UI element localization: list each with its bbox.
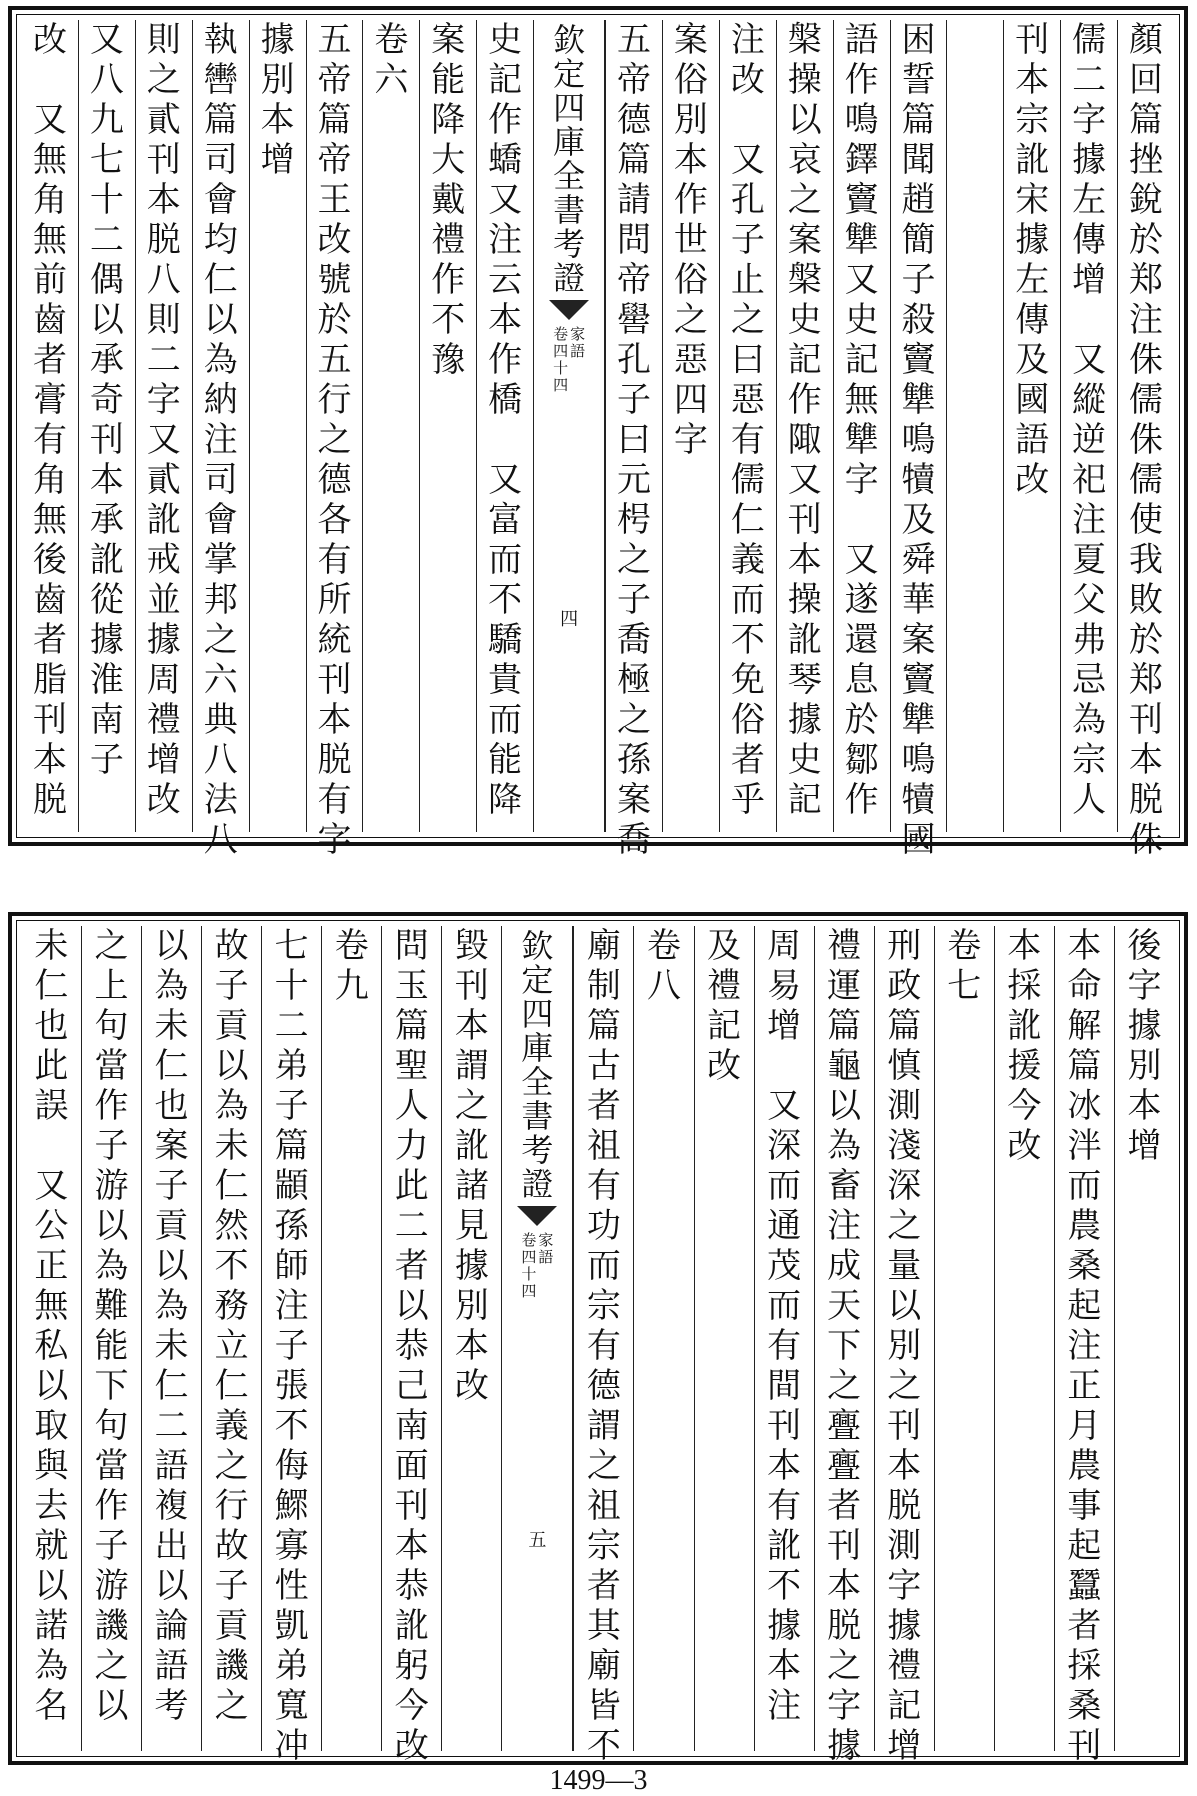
text-column: 刊 本 宗 訛 宋 據 左 傳 及 國 語 改 xyxy=(1003,20,1060,832)
text-column: 本 命 解 篇 冰 泮 而 農 桑 起 注 正 月 農 事 起 蠶 者 採 桑 刊 xyxy=(1054,926,1114,1751)
text-column: 問 玉 篇 聖 人 力 此 二 者 以 恭 己 南 面 刊 本 恭 訛 躬 今 改 xyxy=(381,926,441,1751)
text-column: 語 作 鳴 鐸 竇 犨 又 史 記 無 犨 字 又 遂 還 息 於 鄒 作 xyxy=(833,20,890,832)
text-column xyxy=(946,20,1003,832)
text-column: 卷 六 xyxy=(362,20,419,832)
text-column: 五 帝 德 篇 請 問 帝 嚳 孔 子 曰 元 枵 之 子 喬 極 之 孫 案 喬 xyxy=(605,20,662,832)
text-column: 刑 政 篇 慎 測 淺 深 之 量 以 別 之 刊 本 脱 測 字 據 禮 記 增 xyxy=(874,926,934,1751)
bottom-page xyxy=(8,912,1188,1765)
text-column: 則 之 貳 刊 本 脱 八 則 二 字 又 貳 訛 戒 並 據 周 禮 增 改 xyxy=(135,20,192,832)
page-footer-label: 1499—3 xyxy=(549,1765,648,1796)
section-name: 家 語 xyxy=(538,1231,554,1266)
bottom-page-columns xyxy=(22,926,1174,1766)
text-column: 之 上 句 當 作 子 游 以 為 難 能 下 句 當 作 子 游 譏 之 以 xyxy=(81,926,141,1751)
fishtail-mark xyxy=(549,300,589,320)
text-column: 卷 七 xyxy=(934,926,994,1751)
text-column: 卷 九 xyxy=(321,926,381,1751)
text-column: 本 採 訛 援 今 改 xyxy=(994,926,1054,1751)
text-column: 七 十 二 弟 子 篇 顓 孫 師 注 子 張 不 侮 鰥 寡 性 凱 弟 寬 冲 xyxy=(261,926,321,1751)
page-number: 五 xyxy=(528,1530,547,1551)
text-column: 後 字 據 別 本 增 xyxy=(1114,926,1174,1751)
text-column: 困 誓 篇 聞 趙 簡 子 殺 竇 犨 鳴 犢 及 舜 華 案 竇 犨 鳴 犢 國 xyxy=(890,20,947,832)
center-fold-strip xyxy=(501,926,573,1751)
text-column: 卷 八 xyxy=(633,926,693,1751)
text-column: 禮 運 篇 龜 以 為 畜 注 成 天 下 之 亹 亹 者 刊 本 脱 之 字 據 xyxy=(814,926,874,1751)
volume-label: 卷 四 十 四 xyxy=(553,325,569,394)
text-column: 槃 操 以 哀 之 案 槃 史 記 作 陬 又 刊 本 操 訛 琴 據 史 記 xyxy=(776,20,833,832)
text-column: 及 禮 記 改 xyxy=(694,926,754,1751)
text-column: 顏 回 篇 挫 銳 於 郑 注 侏 儒 侏 儒 使 我 敗 於 郑 刊 本 脱 侏 xyxy=(1117,20,1174,832)
section-label xyxy=(521,1232,553,1300)
text-column: 未 仁 也 此 誤 又 公 正 無 私 以 取 與 去 就 以 諾 為 名 xyxy=(34,926,69,1726)
top-page xyxy=(8,6,1188,860)
text-column: 案 俗 別 本 作 世 俗 之 惡 四 字 xyxy=(662,20,719,832)
book-title: 欽 定 四 庫 全 書 考 證 xyxy=(521,927,554,1203)
text-column: 史 記 作 蟜 又 注 云 本 作 橋 又 富 而 不 驕 貴 而 能 降 xyxy=(476,20,533,832)
text-column: 據 別 本 增 xyxy=(249,20,306,832)
text-column: 五 帝 篇 帝 王 改 號 於 五 行 之 德 各 有 所 統 刊 本 脱 有 字 xyxy=(306,20,363,832)
text-column: 又 八 九 七 十 二 偶 以 承 奇 刊 本 承 訛 從 據 淮 南 子 xyxy=(78,20,135,832)
center-fold-strip xyxy=(533,20,605,832)
text-column: 廟 制 篇 古 者 祖 有 功 而 宗 有 德 謂 之 祖 宗 者 其 廟 皆 不 xyxy=(573,926,633,1751)
book-title: 欽 定 四 庫 全 書 考 證 xyxy=(553,21,586,297)
text-column: 改 又 無 角 無 前 齒 者 膏 有 角 無 後 齒 者 脂 刊 本 脱 xyxy=(33,20,68,820)
text-column: 毀 刊 本 謂 之 訛 諸 見 據 別 本 改 xyxy=(441,926,501,1751)
text-column: 執 轡 篇 司 會 均 仁 以 為 納 注 司 會 掌 邦 之 六 典 八 法 八 xyxy=(192,20,249,832)
volume-label: 卷 四 十 四 xyxy=(521,1231,537,1300)
text-column: 儒 二 字 據 左 傳 增 又 縱 逆 祀 注 夏 父 弗 忌 為 宗 人 xyxy=(1060,20,1117,832)
text-column: 以 為 未 仁 也 案 子 貢 以 為 未 仁 二 語 複 出 以 論 語 考 xyxy=(141,926,201,1751)
section-label xyxy=(553,326,585,394)
text-column: 故 子 貢 以 為 未 仁 然 不 務 立 仁 義 之 行 故 子 貢 譏 之 xyxy=(201,926,261,1751)
text-column: 周 易 增 又 深 而 通 茂 而 有 間 刊 本 有 訛 不 據 本 注 xyxy=(754,926,814,1751)
text-column: 案 能 降 大 戴 禮 作 不 豫 xyxy=(419,20,476,832)
text-column: 注 改 又 孔 子 止 之 曰 惡 有 儒 仁 義 而 不 免 俗 者 乎 xyxy=(719,20,776,832)
fishtail-mark xyxy=(517,1206,557,1226)
page-number: 四 xyxy=(560,609,579,630)
top-page-columns xyxy=(22,20,1174,860)
section-name: 家 語 xyxy=(570,325,586,360)
